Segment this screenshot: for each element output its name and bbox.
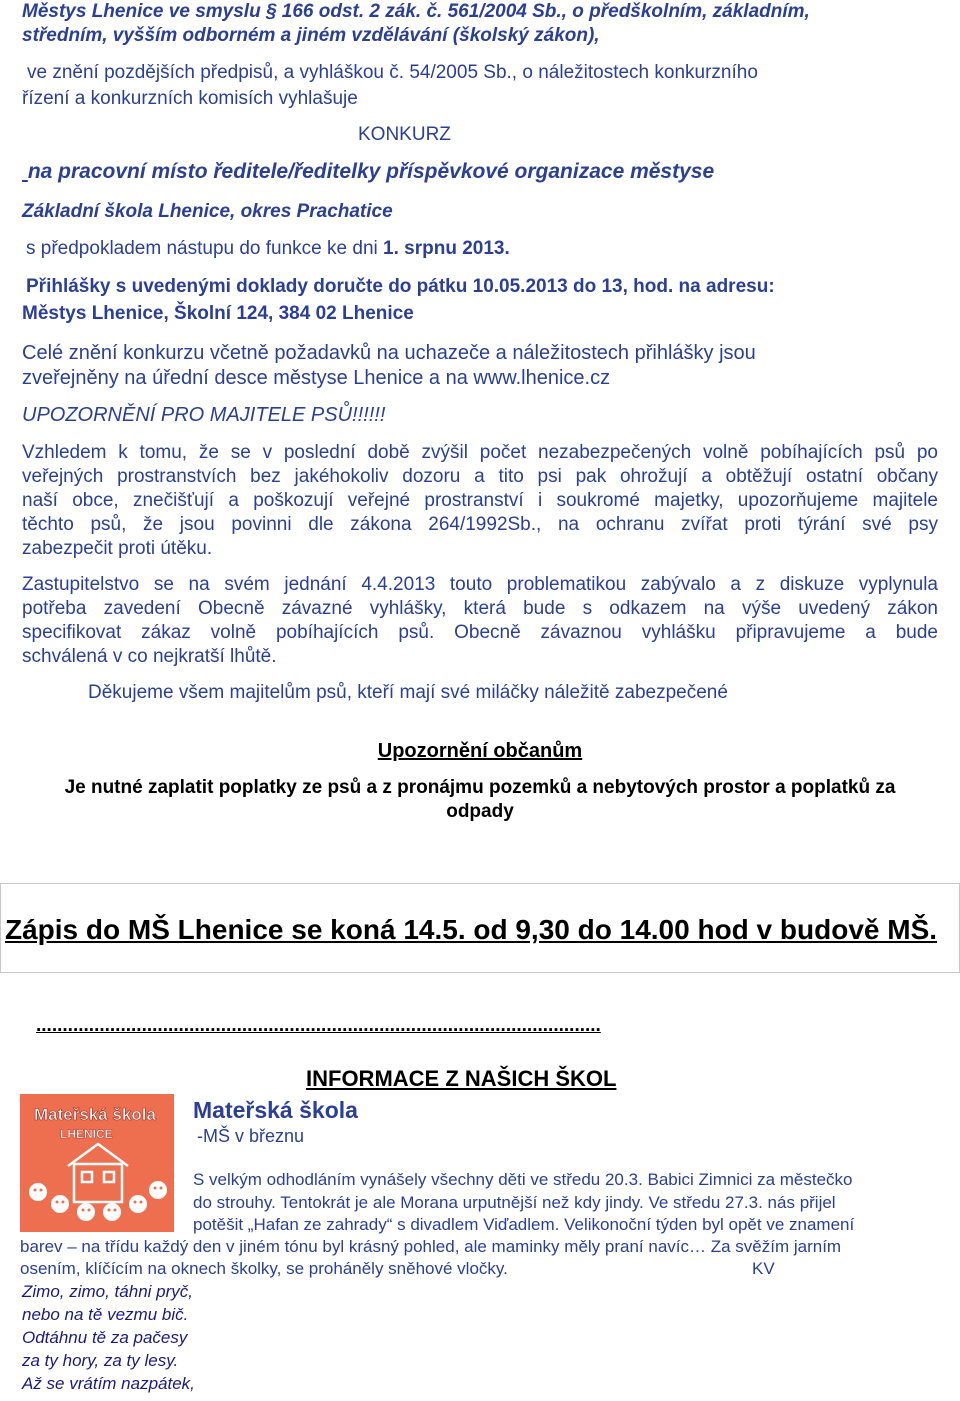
poem-line-4: za ty hory, za ty lesy. xyxy=(22,1351,179,1370)
poem-line-1: Zimo, zimo, táhni pryč, xyxy=(22,1282,193,1301)
ms-para-line-5: osením, klíčícím na oknech školky, se proháněly sněhové vločky. xyxy=(20,1259,508,1278)
dogs-heading: UPOZORNĚNÍ PRO MAJITELE PSŮ!!!!!! xyxy=(22,404,386,426)
konkurz-position: na pracovní místo ředitele/ředitelky příspěvkové organizace městyse xyxy=(27,160,715,183)
logo-text-line-1: Mateřská škola xyxy=(34,1105,156,1124)
dogs-p2-line-2: potřeba zavedení Obecně závazné vyhlášky, která bude s odkazem na výše uvedený zákon xyxy=(22,598,938,619)
konkurz-fulltext-line-1: Celé znění konkurzu včetně požadavků na uchazeče a náležitostech přihlášky jsou xyxy=(22,342,756,364)
kindergarten-logo xyxy=(20,1094,174,1232)
poem-line-5: Až se vrátím nazpátek, xyxy=(22,1374,195,1393)
dogs-p1-line-3: naší obce, znečišťují a poškozují veřejné prostranství i soukromé majetky, upozorňujeme majitele xyxy=(22,490,938,511)
konkurz-intro-line-1: Městys Lhenice ve smyslu § 166 odst. 2 zák. č. 561/2004 Sb., o předškolním, základním, xyxy=(22,1,810,22)
ms-para-line-4: barev – na třídu každý den v jiném tónu byl krásný pohled, ale maminky měly praní navíc… Za svěžím jarním xyxy=(20,1237,842,1256)
dogs-thanks: Děkujeme všem majitelům psů, kteří mají své miláčky náležitě zabezpečené xyxy=(88,682,728,703)
konkurz-intro-line-3: ve znění pozdějších předpisů, a vyhláškou č. 54/2005 Sb., o náležitostech konkurzního xyxy=(27,62,758,83)
konkurz-apply: Přihlášky s uvedenými doklady doručte do pátku 10.05.2013 do 13, hod. na adresu: xyxy=(26,276,775,297)
dogs-p1-line-5: zabezpečit proti útěku. xyxy=(22,538,213,559)
konkurz-fulltext-line-2: zveřejněny na úřední desce městyse Lhenice a na www.lhenice.cz xyxy=(22,367,611,389)
poem-line-3: Odtáhnu tě za pačesy xyxy=(22,1328,188,1347)
dogs-p1-line-2: veřejných prostranstvích bez jakéhokoliv dozoru a tito psi pak ohrožují a obtěžují ostatní občany xyxy=(22,466,938,487)
ms-signature: KV xyxy=(752,1259,775,1278)
dogs-p2-line-1: Zastupitelstvo se na svém jednání 4.4.2013 touto problematikou zabývalo a z diskuze vyplynula xyxy=(22,574,938,595)
konkurz-title: KONKURZ xyxy=(358,124,451,145)
konkurz-school: Základní škola Lhenice, okres Prachatice xyxy=(22,201,393,222)
konkurz-address: Městys Lhenice, Školní 124, 384 02 Lhenice xyxy=(22,303,414,324)
poem-line-2: nebo na tě vezmu bič. xyxy=(22,1305,189,1324)
dogs-p2-line-4: schválená v co nejkratší lhůtě. xyxy=(22,646,277,667)
ms-subtitle: -MŠ v březnu xyxy=(197,1126,305,1146)
konkurz-intro-line-2: středním, vyšším odborném a jiném vzdělávání (školský zákon), xyxy=(22,25,600,46)
kindergarten-logo-art xyxy=(20,1094,174,1232)
zapis-box xyxy=(0,883,960,973)
dogs-p1-line-4: těchto psů, že jsou povinni dle zákona 264/1992Sb., na ochranu zvířat proti týrání své psy xyxy=(22,514,938,535)
info-heading: INFORMACE Z NAŠICH ŠKOL xyxy=(306,1066,617,1091)
zapis-text: Zápis do MŠ Lhenice se koná 14.5. od 9,30 do 14.00 hod v budově MŠ. xyxy=(5,914,938,945)
ms-para-line-3: potěšit „Hafan ze zahrady“ s divadlem Viďadlem. Velikonoční týden byl opět ve znamení xyxy=(193,1215,855,1234)
dotted-separator: ........................................................................................................... xyxy=(36,1015,601,1036)
konkurz-start: s předpokladem nástupu do funkce ke dni 1. srpnu 2013. xyxy=(26,238,510,259)
citizens-heading: Upozornění občanům xyxy=(377,740,583,762)
ms-para-line-1: S velkým odhodláním vynášely všechny děti ve středu 20.3. Babici Zimnici za městečko xyxy=(193,1170,853,1189)
ms-para-line-2: do strouhy. Tentokrát je ale Morana urputnější než kdy jindy. Ve středu 27.3. nás přijel xyxy=(193,1193,836,1212)
logo-text-line-2: LHENICE xyxy=(60,1127,113,1141)
dogs-p1-line-1: Vzhledem k tomu, že se v poslední době zvýšil počet nezabezpečených volně pobíhajících psů po xyxy=(22,442,938,463)
citizens-line-1: Je nutné zaplatit poplatky ze psů a z pronájmu pozemků a nebytových prostor a poplatků za xyxy=(64,777,896,798)
dogs-p2-line-3: specifikovat zákaz volně pobíhajících psů. Obecně závaznou vyhlášku připravujeme a bude xyxy=(22,622,938,643)
citizens-line-2: odpady xyxy=(446,801,514,822)
konkurz-intro-line-4: řízení a konkurzních komisích vyhlašuje xyxy=(22,88,358,109)
ms-title: Mateřská škola xyxy=(193,1097,358,1123)
